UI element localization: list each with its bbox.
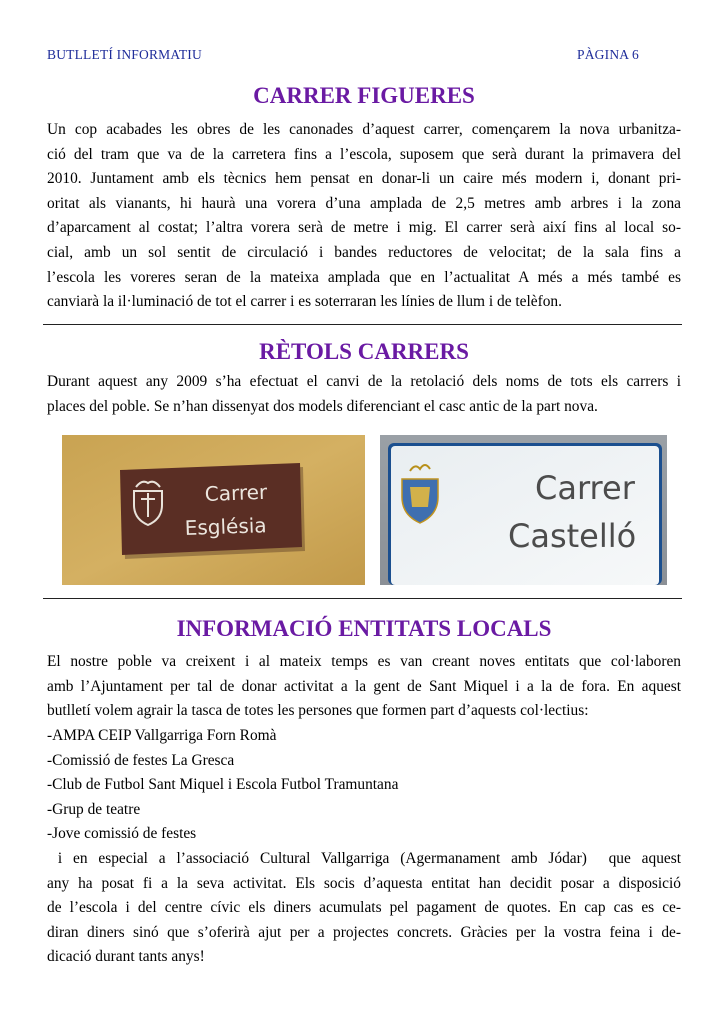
text-line: de l’escola i del centre cívic els diners acumulats pel pagament de quotes. En cap cas es ce-: [47, 899, 681, 917]
section3-intro: [47, 650, 681, 724]
text-line: d’aparcament al costat; l’altra vorera serà de metre i mig. El carrer serà així fins al local so-: [47, 219, 681, 237]
list-item: -AMPA CEIP Vallgarriga Forn Romà: [47, 727, 277, 744]
text-line: oritat als vianants, hi haurà una vorera d’una amplada de 2,5 metres amb arbres i la zona: [47, 194, 681, 212]
text-line: ció del tram que va de la carretera fins a l’escola, suposem que serà durant la primavera del: [47, 145, 681, 163]
divider: [43, 598, 682, 599]
divider: [43, 324, 682, 325]
list-item: -Club de Futbol Sant Miquel i Escola Futbol Tramuntana: [47, 776, 399, 794]
text-line: l’escola les voreres seran de la mateixa amplada que en l’actualitat A més a més també es: [47, 268, 681, 286]
photo-street-sign-castello: [380, 435, 667, 585]
text-line: diran diners sinó que s’oferirà ajut per a projectes concrets. Gràcies per la vostra feina i de-: [47, 923, 681, 941]
list-item: -Grup de teatre: [47, 800, 141, 818]
sign-line2: Església: [184, 513, 267, 540]
text-line: i en especial a l’associació Cultural Vallgarriga (Agermanament amb Jódar) que aquest: [47, 850, 681, 867]
header-right: PÀGINA 6: [577, 47, 639, 62]
sign-line1: Carrer: [535, 469, 635, 507]
list-item: -Comissió de festes La Gresca: [47, 751, 235, 769]
section2-body: [47, 370, 681, 419]
section-title-carrer-figueres: CARRER FIGUERES: [253, 83, 475, 108]
entities-list: [47, 724, 681, 847]
text-line: amb l’Ajuntament per tal de donar activitat a la gent de Sant Miquel i a la de fora. En aquest: [47, 677, 681, 695]
text-line: El nostre poble va creixent i al mateix temps es van creant noves entitats que col·laboren: [47, 653, 681, 670]
sign-line1: Carrer: [204, 479, 268, 506]
section-title-retols-carrers: RÈTOLS CARRERS: [259, 339, 469, 364]
text-line: 2010. Juntament amb els tècnics hem pensat en donar-li un caire més modern i, donant pri-: [47, 170, 681, 188]
text-line: places del poble. Se n’han dissenyat dos models diferenciant el casc antic de la part nova.: [47, 397, 598, 415]
text-line: cial, amb un sol sentit de circulació i bandes reductores de velocitat; de la sala fins a: [47, 243, 681, 261]
text-line: any ha posat fi a la seva activitat. Els socis d’aquesta entitat han decidit posar a disposició: [47, 874, 681, 892]
text-line: Un cop acabades les obres de les canonades d’aquest carrer, començarem la nova urbanitza-: [47, 121, 681, 138]
text-line: butlletí volem agrair la tasca de totes les persones que formen part d’aquests col·lectius:: [47, 702, 589, 720]
text-line: canviarà la il·luminació de tot el carrer i es soterraran les línies de llum i de telèfon.: [47, 293, 562, 311]
text-line: dicació durant tants anys!: [47, 948, 205, 966]
photo-street-sign-esglesia: [62, 435, 365, 585]
text-line: Durant aquest any 2009 s’ha efectuat el canvi de la retolació dels noms de tots els carrers i: [47, 373, 681, 390]
section1-body: [47, 118, 681, 315]
sign-line2: Castelló: [508, 517, 637, 555]
section-title-informacio-entitats: INFORMACIÓ ENTITATS LOCALS: [176, 616, 552, 641]
header-left: BUTLLETÍ INFORMATIU: [47, 47, 202, 62]
section3-closing: [47, 847, 681, 970]
list-item: -Jove comissió de festes: [47, 825, 197, 843]
